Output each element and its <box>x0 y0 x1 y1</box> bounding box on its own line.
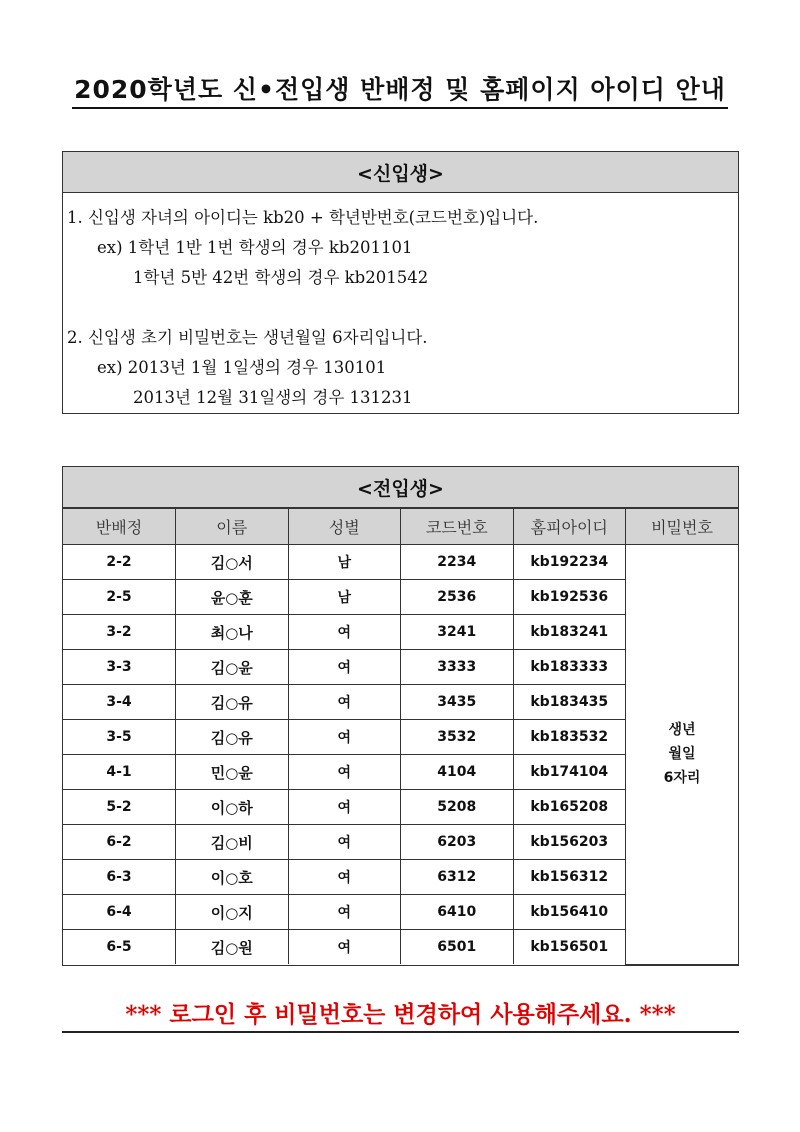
cell-name: 최○나 <box>176 615 289 650</box>
cell-class: 2-5 <box>63 580 176 615</box>
transfer-table-body <box>63 545 738 965</box>
cell-class: 6-2 <box>63 825 176 860</box>
cell-gender: 여 <box>288 755 401 790</box>
cell-gender: 여 <box>288 860 401 895</box>
transfer-students-box <box>62 466 739 966</box>
cell-class: 3-4 <box>63 685 176 720</box>
cell-id: kb183435 <box>513 685 626 720</box>
cell-class: 5-2 <box>63 790 176 825</box>
password-note-line: 생년 <box>668 722 696 739</box>
cell-code: 3241 <box>401 615 514 650</box>
cell-id: kb165208 <box>513 790 626 825</box>
col-header-code: 코드번호 <box>401 509 514 545</box>
cell-id: kb156410 <box>513 895 626 930</box>
page-title <box>0 70 800 106</box>
cell-code: 6501 <box>401 930 514 965</box>
new-line-4: 2. 신입생 초기 비밀번호는 생년월일 6자리입니다. <box>67 328 428 347</box>
cell-id: kb183532 <box>513 720 626 755</box>
cell-id: kb183241 <box>513 615 626 650</box>
cell-gender: 여 <box>288 895 401 930</box>
cell-name: 이○지 <box>176 895 289 930</box>
cell-gender: 여 <box>288 790 401 825</box>
password-note-line: 월일 <box>668 746 696 763</box>
transfer-students-header: <전입생> <box>63 467 738 508</box>
col-header-class: 반배정 <box>63 509 176 545</box>
page-title-text: 2020학년도 신•전입생 반배정 및 홈페이지 아이디 안내 <box>72 75 728 109</box>
cell-name: 김○윤 <box>176 650 289 685</box>
cell-class: 6-3 <box>63 860 176 895</box>
cell-name: 김○비 <box>176 825 289 860</box>
cell-name: 민○윤 <box>176 755 289 790</box>
cell-id: kb156312 <box>513 860 626 895</box>
cell-code: 3435 <box>401 685 514 720</box>
new-line-5: ex) 2013년 1월 1일생의 경우 130101 <box>97 358 387 377</box>
cell-code: 3532 <box>401 720 514 755</box>
new-line-6: 2013년 12월 31일생의 경우 131231 <box>133 388 413 407</box>
new-line-1: 1. 신입생 자녀의 아이디는 kb20 + 학년반번호(코드번호)입니다. <box>67 208 539 227</box>
password-note-line: 6자리 <box>663 770 701 787</box>
cell-name: 김○원 <box>176 930 289 965</box>
new-line-2: ex) 1학년 1반 1번 학생의 경우 kb201101 <box>97 238 413 257</box>
cell-id: kb192234 <box>513 545 626 580</box>
cell-id: kb183333 <box>513 650 626 685</box>
cell-code: 6312 <box>401 860 514 895</box>
cell-code: 3333 <box>401 650 514 685</box>
col-header-id: 홈피아이디 <box>513 509 626 545</box>
cell-gender: 남 <box>288 545 401 580</box>
cell-gender: 여 <box>288 685 401 720</box>
password-change-warning: *** 로그인 후 비밀번호는 변경하여 사용해주세요. *** <box>62 996 739 1033</box>
cell-id: kb174104 <box>513 755 626 790</box>
cell-name: 김○유 <box>176 685 289 720</box>
cell-name: 이○하 <box>176 790 289 825</box>
cell-name: 윤○훈 <box>176 580 289 615</box>
new-students-header: <신입생> <box>63 152 738 193</box>
cell-code: 6203 <box>401 825 514 860</box>
cell-code: 6410 <box>401 895 514 930</box>
col-header-password: 비밀번호 <box>626 509 739 545</box>
cell-id: kb156203 <box>513 825 626 860</box>
cell-id: kb192536 <box>513 580 626 615</box>
cell-gender: 여 <box>288 650 401 685</box>
cell-gender: 여 <box>288 720 401 755</box>
cell-password-note <box>626 545 739 965</box>
cell-gender: 여 <box>288 930 401 965</box>
col-header-name: 이름 <box>176 509 289 545</box>
cell-class: 2-2 <box>63 545 176 580</box>
cell-code: 2234 <box>401 545 514 580</box>
cell-gender: 여 <box>288 615 401 650</box>
cell-name: 이○호 <box>176 860 289 895</box>
cell-name: 김○유 <box>176 720 289 755</box>
cell-code: 2536 <box>401 580 514 615</box>
cell-class: 6-5 <box>63 930 176 965</box>
cell-gender: 남 <box>288 580 401 615</box>
new-line-3: 1학년 5반 42번 학생의 경우 kb201542 <box>133 268 429 287</box>
table-header-row <box>63 509 738 545</box>
cell-class: 3-5 <box>63 720 176 755</box>
cell-id: kb156501 <box>513 930 626 965</box>
cell-gender: 여 <box>288 825 401 860</box>
cell-class: 6-4 <box>63 895 176 930</box>
table-row <box>63 545 738 580</box>
cell-code: 5208 <box>401 790 514 825</box>
new-students-body <box>63 193 738 413</box>
col-header-gender: 성별 <box>288 509 401 545</box>
cell-class: 3-2 <box>63 615 176 650</box>
transfer-table <box>63 508 738 965</box>
new-students-box <box>62 151 739 414</box>
cell-name: 김○서 <box>176 545 289 580</box>
cell-code: 4104 <box>401 755 514 790</box>
cell-class: 3-3 <box>63 650 176 685</box>
cell-class: 4-1 <box>63 755 176 790</box>
